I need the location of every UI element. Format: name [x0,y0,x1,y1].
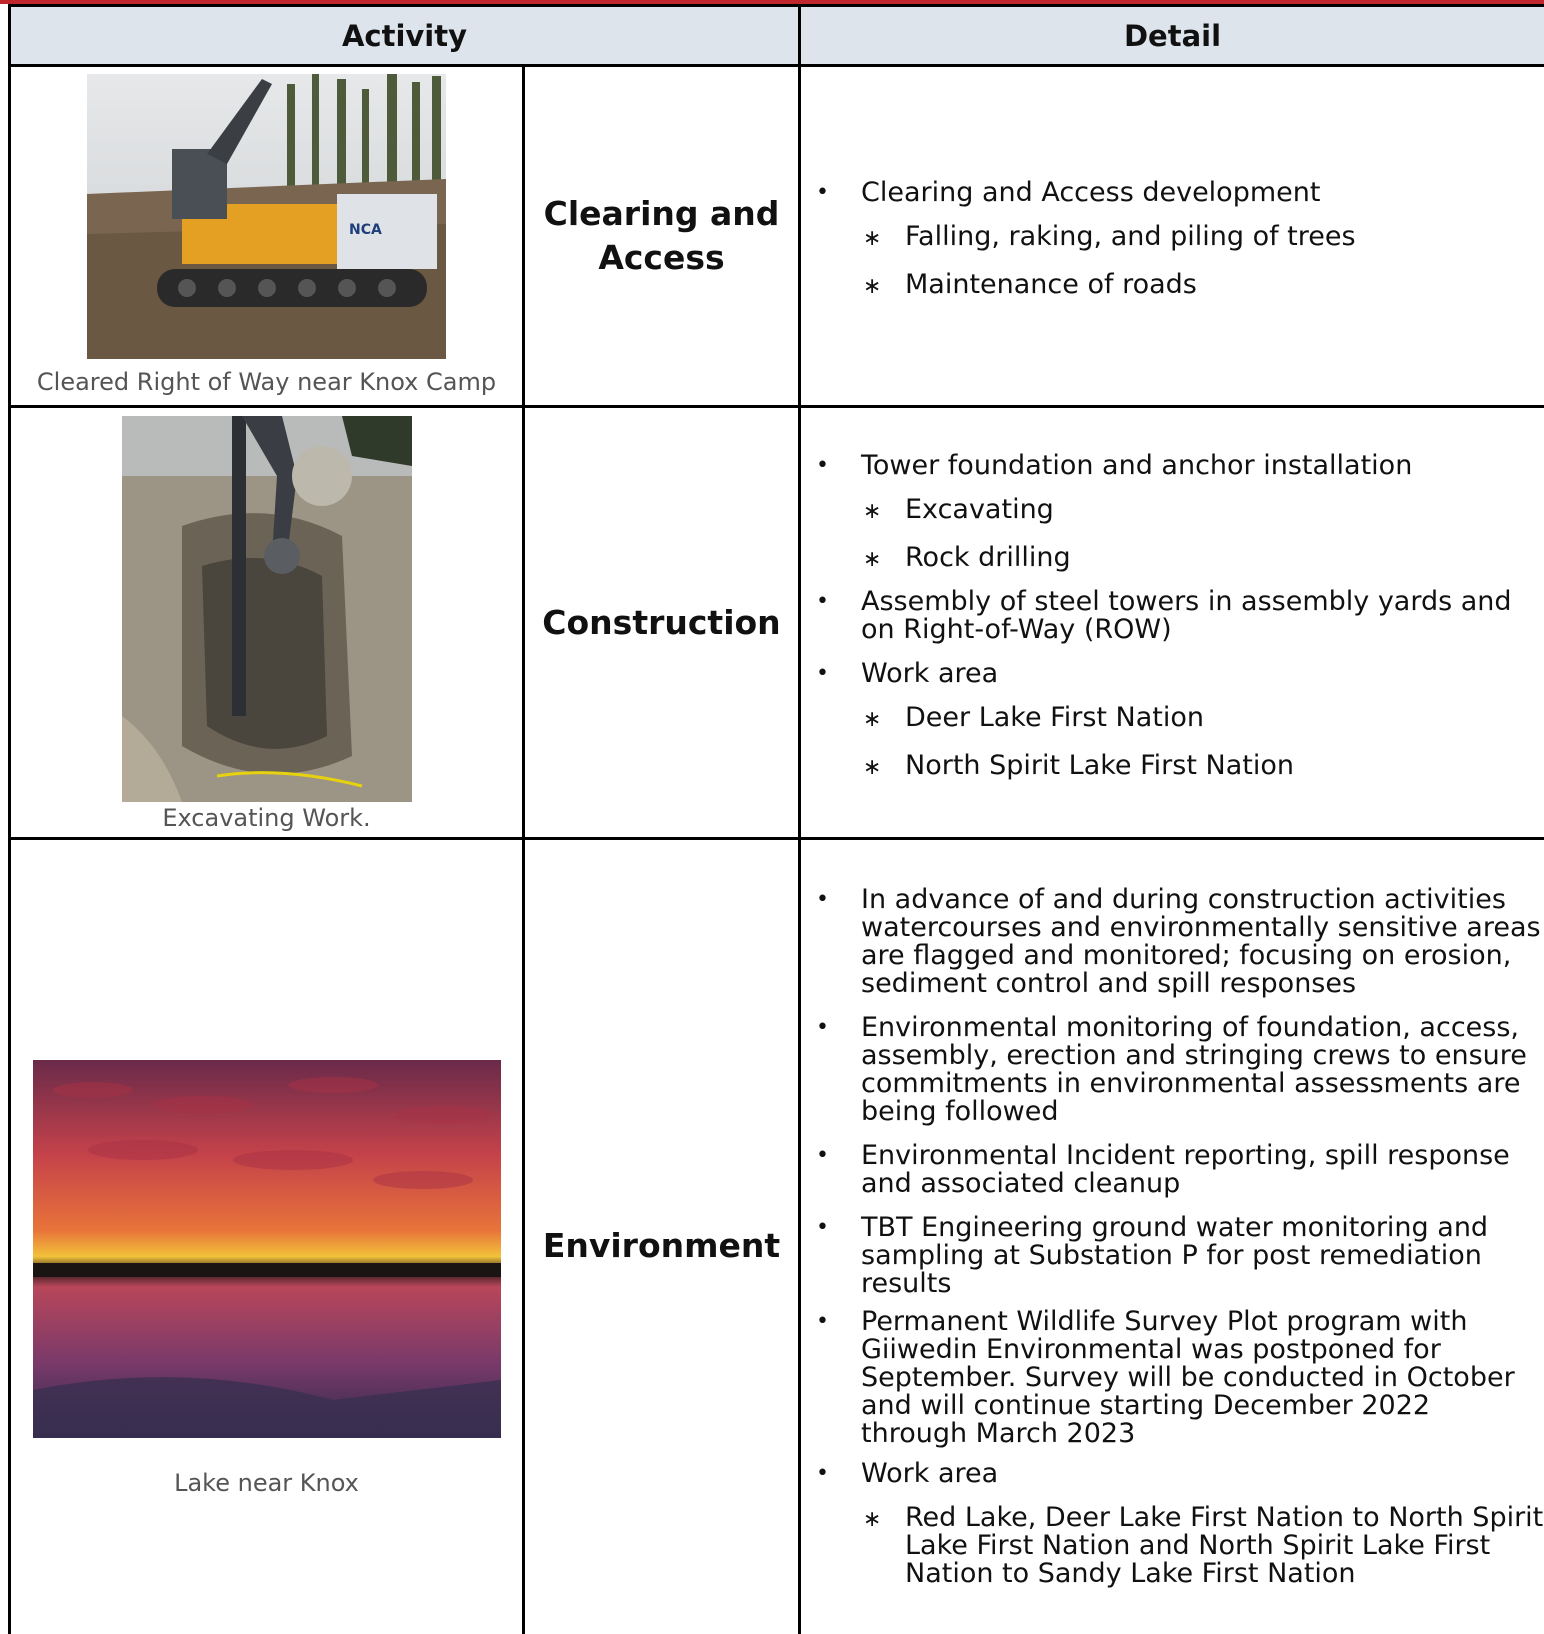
excavator-truck-photo [87,74,446,359]
table-row [10,839,1544,1634]
detail-list [801,67,1544,299]
table-row [10,66,1544,407]
photo-caption: Excavating Work. [162,804,371,832]
sub-list-item: ∗ Deer Lake First Nation [801,704,1544,732]
list-item: • Environmental Incident reporting, spill response and associated cleanup [801,1142,1544,1198]
list-item: • TBT Engineering ground water monitoring and sampling at Substation P for post remediation results [801,1214,1544,1298]
svg-text:NCA: NCA [349,222,382,238]
sub-list-item: ∗ Rock drilling [801,544,1544,572]
sub-list-item: ∗ Excavating [801,496,1544,524]
detail-list [801,408,1544,780]
detail-cell [800,839,1544,1634]
sub-list-item: ∗ Maintenance of roads [801,271,1544,299]
list-item: • Clearing and Access development [801,179,1544,207]
detail-list [801,840,1544,1588]
photo-cell [10,839,524,1634]
activity-name: Environment [524,839,800,1634]
sub-list-item: ∗ Red Lake, Deer Lake First Nation to North Spirit Lake First Nation and North Spirit Lake First Nation to Sandy Lake First Nation [801,1504,1544,1588]
header-row [10,6,1544,66]
activity-name: Clearing and Access [524,66,800,407]
photo-caption: Cleared Right of Way near Knox Camp [36,368,497,396]
detail-cell [800,66,1544,407]
excavating-photo [122,416,412,802]
list-item: • Work area [801,1460,1544,1488]
sub-list-item: ∗ North Spirit Lake First Nation [801,752,1544,780]
header-activity: Activity [10,6,800,66]
activity-name: Construction [524,407,800,839]
photo-cell [10,407,524,839]
photo-cell [10,66,524,407]
sub-list-item: ∗ Falling, raking, and piling of trees [801,223,1544,251]
list-item: • Work area [801,660,1544,688]
photo-caption: Lake near Knox [174,1469,359,1497]
list-item: • Permanent Wildlife Survey Plot program with Giiwedin Environmental was postponed for September. Survey will be conducted in October and will continue starting December 2022 through March 2023 [801,1308,1544,1448]
list-item: • Environmental monitoring of foundation, access, assembly, erection and stringing crews to ensure commitments in environmental assessments are being followed [801,1014,1544,1126]
list-item: • Assembly of steel towers in assembly yards and on Right-of-Way (ROW) [801,588,1544,644]
detail-cell [800,407,1544,839]
list-item: • In advance of and during construction activities watercourses and environmentally sensitive areas are flagged and monitored; focusing on erosion, sediment control and spill responses [801,886,1544,998]
header-detail: Detail [800,6,1544,66]
table-row [10,407,1544,839]
list-item: • Tower foundation and anchor installation [801,452,1544,480]
activity-table [8,4,1544,1634]
sunset-lake-photo [33,1060,501,1438]
